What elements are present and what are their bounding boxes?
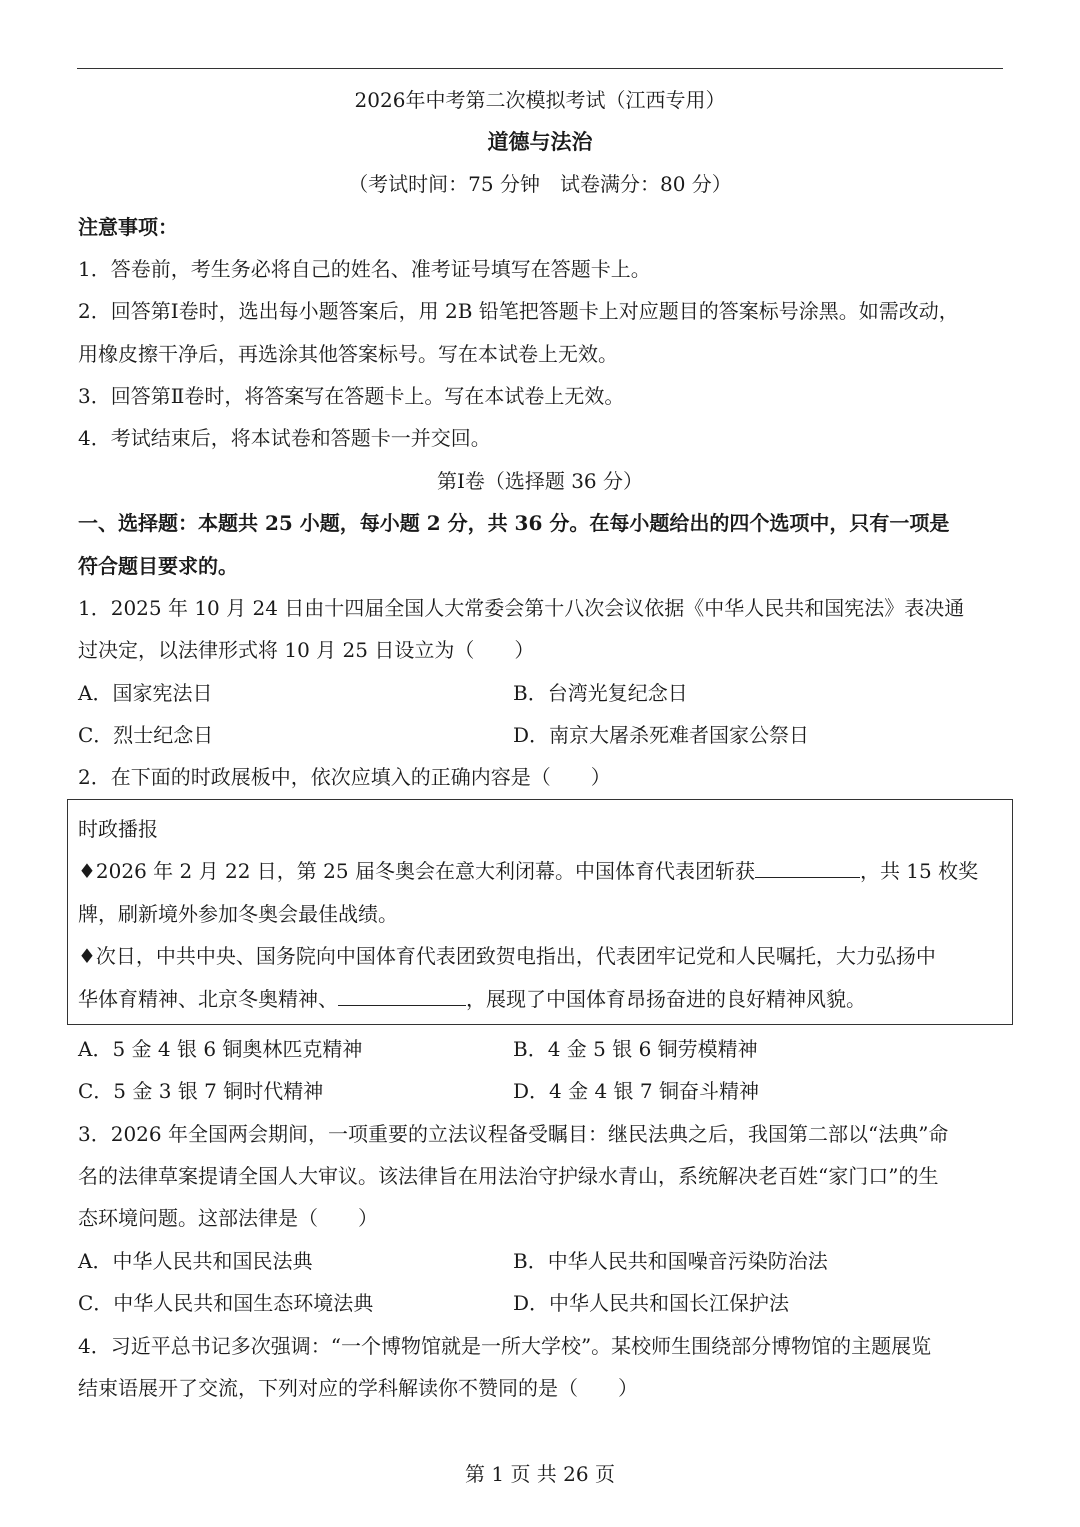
section-instruction: 一、选择题：本题共 25 小题，每小题 2 分，共 36 分。在每小题给出的四个选项中，只有一项是 [78, 511, 950, 535]
question-stem: 过决定，以法律形式将 10 月 25 日设立为（ ） [78, 638, 535, 662]
question-stem: 4．习近平总书记多次强调：“一个博物馆就是一所大学校”。某校师生围绕部分博物馆的主题展览 [78, 1334, 932, 1358]
notice-heading: 注意事项： [78, 215, 178, 239]
notice-item: 1．答卷前，考生务必将自己的姓名、准考证号填写在答题卡上。 [78, 257, 651, 281]
option-c: C．5 金 3 银 7 铜时代精神 [78, 1079, 324, 1103]
question-stem: 名的法律草案提请全国人大审议。该法律旨在用法治守护绿水青山，系统解决老百姓“家门口”的生 [78, 1164, 939, 1188]
question-stem: 3．2026 年全国两会期间，一项重要的立法议程备受瞩目：继民法典之后，我国第二部以“法典”命 [78, 1122, 949, 1146]
news-item [78, 985, 1002, 1013]
exam-title: 2026年中考第二次模拟考试（江西专用） [354, 88, 726, 112]
fill-blank [755, 857, 860, 878]
news-item [78, 857, 1002, 885]
question-stem: 2．在下面的时政展板中，依次应填入的正确内容是（ ） [78, 765, 611, 789]
question-stem: 结束语展开了交流，下列对应的学科解读你不赞同的是（ ） [78, 1376, 638, 1400]
subject-title: 道德与法治 [487, 129, 593, 154]
option-a: A．中华人民共和国民法典 [78, 1249, 313, 1273]
option-c: C．烈士纪念日 [78, 723, 214, 747]
notice-item: 3．回答第Ⅱ卷时，将答案写在答题卡上。写在本试卷上无效。 [78, 384, 625, 408]
option-b: B．4 金 5 银 6 铜劳模精神 [513, 1037, 758, 1061]
option-a: A．5 金 4 银 6 铜奥林匹克精神 [78, 1037, 363, 1061]
option-a: A．国家宪法日 [78, 681, 213, 705]
news-item: 牌，刷新境外参加冬奥会最佳战绩。 [78, 902, 398, 926]
section-title: 第Ⅰ卷（选择题 36 分） [436, 469, 644, 493]
notice-item: 4．考试结束后，将本试卷和答题卡一并交回。 [78, 426, 491, 450]
fill-blank [338, 985, 466, 1006]
option-b: B．台湾光复纪念日 [513, 681, 688, 705]
news-text: ♦2026 年 2 月 22 日，第 25 届冬奥会在意大利闭幕。中国体育代表团斩获 [78, 859, 755, 883]
section-instruction: 符合题目要求的。 [78, 554, 238, 578]
news-board-title: 时政播报 [78, 817, 158, 841]
news-text: ，展现了中国体育昂扬奋进的良好精神风貌。 [466, 987, 866, 1011]
news-text: ，共 15 枚奖 [859, 859, 979, 883]
page-number: 第 1 页 共 26 页 [465, 1462, 615, 1486]
news-text: 华体育精神、北京冬奥精神、 [78, 987, 338, 1011]
exam-meta: （考试时间：75 分钟 试卷满分：80 分） [348, 172, 732, 196]
notice-item: 用橡皮擦干净后，再选涂其他答案标号。写在本试卷上无效。 [78, 342, 618, 366]
notice-item: 2．回答第Ⅰ卷时，选出每小题答案后，用 2B 铅笔把答题卡上对应题目的答案标号涂黑。如需改动， [78, 299, 959, 323]
top-rule [77, 68, 1003, 69]
option-d: D．4 金 4 银 7 铜奋斗精神 [513, 1079, 759, 1103]
option-b: B．中华人民共和国噪音污染防治法 [513, 1249, 828, 1273]
option-c: C．中华人民共和国生态环境法典 [78, 1291, 374, 1315]
option-d: D．南京大屠杀死难者国家公祭日 [513, 723, 810, 747]
option-d: D．中华人民共和国长江保护法 [513, 1291, 790, 1315]
question-stem: 态环境问题。这部法律是（ ） [78, 1206, 378, 1230]
news-item: ♦次日，中共中央、国务院向中国体育代表团致贺电指出，代表团牢记党和人民嘱托，大力弘扬中 [78, 944, 936, 968]
question-stem: 1．2025 年 10 月 24 日由十四届全国人大常委会第十八次会议依据《中华人民共和国宪法》表决通 [78, 596, 965, 620]
